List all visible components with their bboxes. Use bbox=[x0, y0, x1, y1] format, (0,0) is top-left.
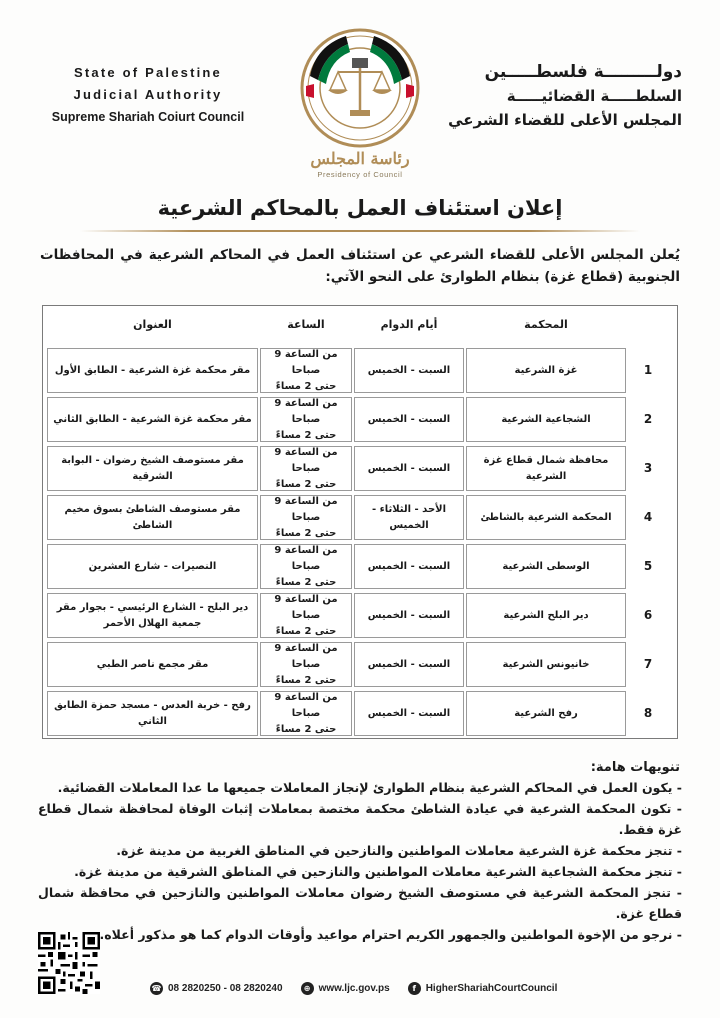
title-divider bbox=[80, 230, 640, 232]
row-number: 7 bbox=[643, 657, 653, 671]
hours-from: من الساعة 9 صباحا bbox=[274, 691, 338, 719]
header-en-line1: State of Palestine bbox=[74, 65, 222, 80]
row-number: 6 bbox=[643, 608, 653, 622]
court-cell: رفح الشرعية bbox=[466, 691, 626, 736]
table-row bbox=[43, 444, 676, 493]
globe-icon: ⊕ bbox=[301, 982, 314, 995]
presidency-ar: رئاسة المجلس bbox=[310, 149, 410, 168]
note-item: - نرجو من الإخوة المواطنين والجمهور الكريم احترام مواعيد وأوقات الدوام كما هو مذكور أعلاه. bbox=[99, 927, 682, 942]
table-row bbox=[43, 493, 676, 542]
row-number: 5 bbox=[643, 559, 653, 573]
hours-cell bbox=[260, 446, 352, 491]
council-seal-logo bbox=[296, 26, 424, 150]
header-court: المحكمة bbox=[524, 318, 568, 331]
address-cell: دير البلح - الشارع الرئيسي - بجوار مقر جمعية الهلال الأحمر bbox=[47, 593, 258, 638]
notes-list bbox=[38, 777, 682, 945]
address-cell: مقر محكمة غزة الشرعية - الطابق الأول bbox=[47, 348, 258, 393]
header-ar-line2: السلطـــــة القضائيـــــة bbox=[506, 87, 682, 105]
row-number: 1 bbox=[643, 363, 653, 377]
hours-from: من الساعة 9 صباحا bbox=[274, 544, 338, 572]
header-hours: الساعة bbox=[287, 318, 325, 331]
hours-to: حتى 2 مساءً bbox=[275, 429, 337, 441]
qr-code bbox=[38, 932, 100, 994]
days-cell: السبت - الخميس bbox=[354, 642, 464, 687]
presidency-of-council-logo bbox=[300, 148, 420, 179]
footer-website-text[interactable]: www.ljc.gov.ps bbox=[318, 982, 390, 994]
row-number: 2 bbox=[643, 412, 653, 426]
footer-contacts bbox=[150, 978, 690, 998]
address-cell: مقر مستوصف الشاطئ بسوق مخيم الشاطئ bbox=[47, 495, 258, 540]
court-cell: غزة الشرعية bbox=[466, 348, 626, 393]
note-item: - يكون العمل في المحاكم الشرعية بنظام الطوارئ لإنجاز المعاملات جميعها ما عدا المعاملات القضائية. bbox=[57, 780, 682, 795]
note-item: - تنجز محكمة غزة الشرعية معاملات المواطنين والنازحين في المناطق الغربية من مدينة غزة. bbox=[116, 843, 682, 858]
header-english bbox=[38, 62, 258, 128]
hours-cell bbox=[260, 691, 352, 736]
header-en-line2: Judicial Authority bbox=[73, 87, 223, 102]
hours-to: حتى 2 مساءً bbox=[275, 625, 337, 637]
header-days: أيام الدوام bbox=[380, 318, 438, 331]
note-item: - تنجز محكمة الشجاعية الشرعية معاملات المواطنين والنازحين في المناطق الشرقية من مدينة غزة. bbox=[74, 864, 682, 879]
note-item: - تكون المحكمة الشرعية في عيادة الشاطئ محكمة مختصة بمعاملات إثبات الوفاة لمحافظة شمال قطاع غزة فقط. bbox=[38, 801, 682, 837]
hours-from: من الساعة 9 صباحا bbox=[274, 446, 338, 474]
table-row bbox=[43, 689, 676, 738]
hours-cell bbox=[260, 544, 352, 589]
header-address: العنوان bbox=[133, 318, 172, 331]
phone-icon: ☎ bbox=[151, 983, 162, 993]
header-arabic bbox=[442, 60, 682, 132]
footer-phone bbox=[150, 982, 283, 995]
footer-website[interactable] bbox=[301, 982, 390, 995]
row-number: 3 bbox=[643, 461, 653, 475]
court-cell: الوسطى الشرعية bbox=[466, 544, 626, 589]
hours-cell bbox=[260, 397, 352, 442]
days-cell: السبت - الخميس bbox=[354, 691, 464, 736]
hours-to: حتى 2 مساءً bbox=[275, 723, 337, 735]
header-ar-line1: دولـــــــــة فلسطـــــين bbox=[484, 62, 682, 82]
days-cell: السبت - الخميس bbox=[354, 348, 464, 393]
court-cell: محافظة شمال قطاع غزة الشرعية bbox=[466, 446, 626, 491]
address-cell: رفح - خربة العدس - مسجد حمزة الطابق الثاني bbox=[47, 691, 258, 736]
court-cell: الشجاعية الشرعية bbox=[466, 397, 626, 442]
footer-facebook-text[interactable]: HigherShariahCourtCouncil bbox=[425, 982, 558, 994]
days-cell: السبت - الخميس bbox=[354, 593, 464, 638]
table-row bbox=[43, 640, 676, 689]
footer-facebook[interactable] bbox=[408, 982, 558, 995]
court-cell: المحكمة الشرعية بالشاطئ bbox=[466, 495, 626, 540]
table-row bbox=[43, 591, 676, 640]
note-item: - تنجز المحكمة الشرعية في مستوصف الشيخ رضوان معاملات المواطنين والنازحين في محافظة شمال قطاع غزة. bbox=[38, 885, 682, 921]
facebook-icon: f bbox=[408, 982, 421, 995]
days-cell: السبت - الخميس bbox=[354, 446, 464, 491]
hours-cell bbox=[260, 593, 352, 638]
courts-table bbox=[42, 305, 678, 739]
page-title: إعلان استئناف العمل بالمحاكم الشرعية bbox=[157, 196, 563, 220]
days-cell: السبت - الخميس bbox=[354, 544, 464, 589]
presidency-en: Presidency of Council bbox=[317, 170, 403, 179]
hours-from: من الساعة 9 صباحا bbox=[274, 348, 338, 376]
hours-cell bbox=[260, 348, 352, 393]
days-cell: الأحد - الثلاثاء - الخميس bbox=[354, 495, 464, 540]
hours-cell bbox=[260, 495, 352, 540]
row-number: 4 bbox=[643, 510, 653, 524]
table-row bbox=[43, 542, 676, 591]
days-cell: السبت - الخميس bbox=[354, 397, 464, 442]
court-cell: خانيونس الشرعية bbox=[466, 642, 626, 687]
hours-from: من الساعة 9 صباحا bbox=[274, 397, 338, 425]
header-ar-line3: المجلس الأعلى للقضاء الشرعي bbox=[448, 111, 682, 129]
row-number: 8 bbox=[643, 706, 653, 720]
hours-cell bbox=[260, 642, 352, 687]
hours-to: حتى 2 مساءً bbox=[275, 478, 337, 490]
hours-to: حتى 2 مساءً bbox=[275, 380, 337, 392]
footer-phone-text: 08 2820250 - 08 2820240 bbox=[168, 982, 283, 994]
address-cell: مقر محكمة غزة الشرعية - الطابق الثاني bbox=[47, 397, 258, 442]
notes-title: تنويهات هامة: bbox=[590, 760, 680, 775]
hours-from: من الساعة 9 صباحا bbox=[274, 642, 338, 670]
address-cell: مقر مجمع ناصر الطبي bbox=[47, 642, 258, 687]
intro-paragraph: يُعلن المجلس الأعلى للقضاء الشرعي عن استئناف العمل في المحاكم الشرعية في المحافظات الجنوبية (قطاع غزة) بنظام الطوارئ على النحو الآتي: bbox=[40, 247, 680, 285]
table-row bbox=[43, 395, 676, 444]
header-en-line3: Supreme Shariah Coiurt Council bbox=[51, 110, 245, 124]
hours-from: من الساعة 9 صباحا bbox=[274, 593, 338, 621]
address-cell: مقر مستوصف الشيخ رضوان - البوابة الشرقية bbox=[47, 446, 258, 491]
hours-to: حتى 2 مساءً bbox=[275, 674, 337, 686]
hours-from: من الساعة 9 صباحا bbox=[274, 495, 338, 523]
table-row bbox=[43, 346, 676, 395]
table-header bbox=[43, 306, 676, 346]
hours-to: حتى 2 مساءً bbox=[275, 576, 337, 588]
address-cell: النصيرات - شارع العشرين bbox=[47, 544, 258, 589]
hours-to: حتى 2 مساءً bbox=[275, 527, 337, 539]
court-cell: دير البلح الشرعية bbox=[466, 593, 626, 638]
